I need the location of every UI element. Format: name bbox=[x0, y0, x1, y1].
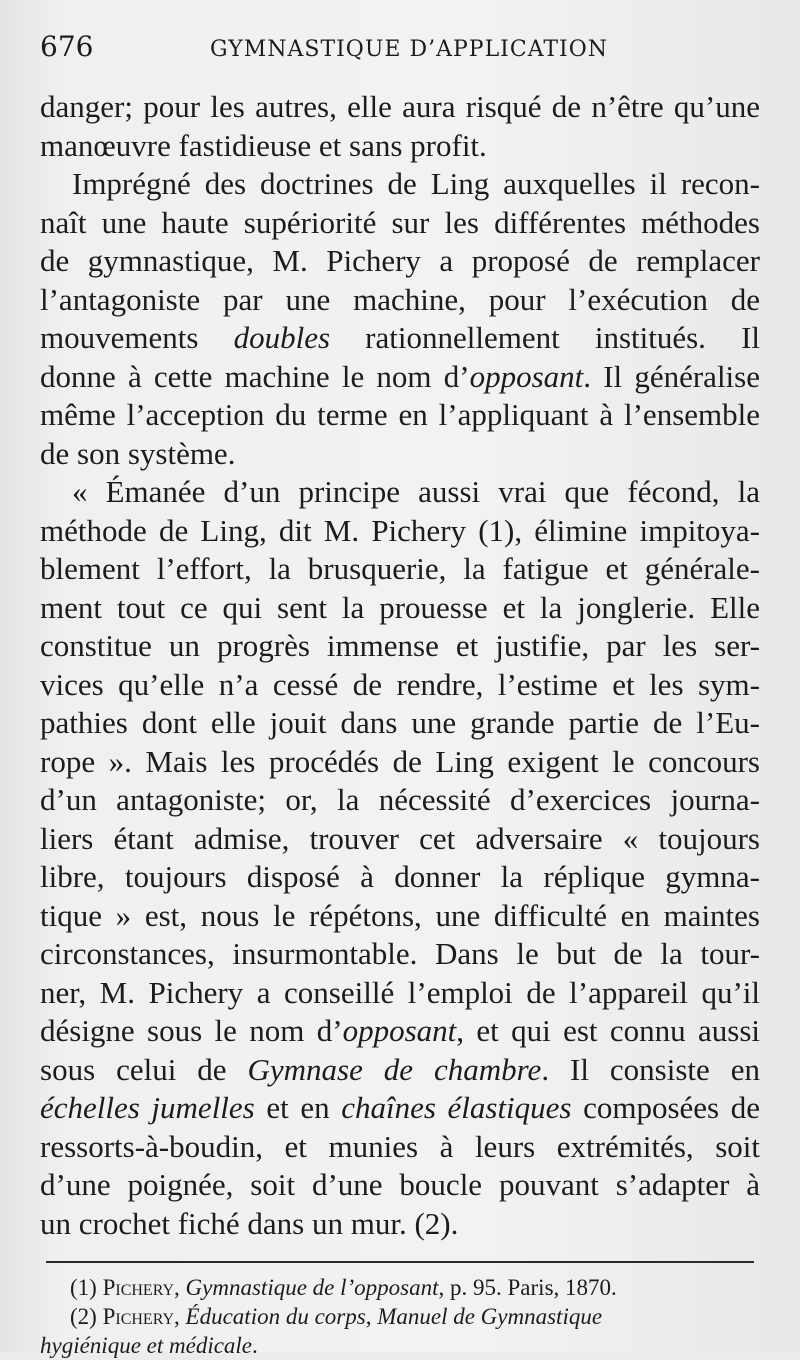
text-line-l5 bbox=[40, 242, 760, 281]
text-segment: , bbox=[174, 1275, 186, 1300]
author-name: Pichery bbox=[102, 1275, 175, 1300]
italic-text: Manuel de Gymnastique bbox=[377, 1304, 603, 1329]
text-line-l6 bbox=[40, 281, 760, 320]
italic-text: Gymnastique de l’opposant bbox=[185, 1275, 439, 1300]
text-line-l1 bbox=[40, 88, 760, 127]
italic-text: opposant bbox=[342, 1013, 457, 1048]
footnotes bbox=[40, 1273, 760, 1360]
text-segment: , bbox=[365, 1304, 378, 1329]
text-segment: sous celui de bbox=[40, 1051, 248, 1087]
text-segment: mouvements bbox=[40, 320, 234, 355]
body-text bbox=[40, 88, 760, 1243]
text-segment: . Il généralise bbox=[583, 358, 760, 394]
page-header bbox=[40, 30, 760, 82]
text-segment: , bbox=[174, 1304, 186, 1329]
italic-text: Éducation du corps bbox=[185, 1304, 366, 1329]
text-line-l17 bbox=[40, 704, 760, 743]
text-segment: vices qu’elle n’a cessé de rendre, l’estime et les sym- bbox=[40, 666, 760, 702]
footnote-fn2a bbox=[40, 1302, 760, 1331]
text-segment: donne à cette machine le nom d’ bbox=[40, 358, 470, 394]
text-line-l24 bbox=[40, 974, 760, 1013]
italic-text: chaînes élastiques bbox=[341, 1090, 572, 1125]
footnote-fn1 bbox=[40, 1273, 760, 1302]
italic-text: Gymnase de chambre bbox=[247, 1051, 542, 1087]
text-segment: « Émanée d’un principe aussi vrai que fécond, la bbox=[72, 474, 760, 509]
text-line-l27 bbox=[40, 1089, 760, 1128]
text-line-l23 bbox=[40, 935, 760, 974]
text-line-l7 bbox=[40, 319, 760, 358]
text-line-l19 bbox=[40, 781, 760, 820]
footnote-rule bbox=[46, 1261, 754, 1263]
text-line-l11 bbox=[40, 473, 760, 512]
italic-text: hygiénique et médicale bbox=[40, 1333, 253, 1358]
text-line-l4 bbox=[40, 204, 760, 243]
text-line-l10 bbox=[40, 435, 760, 474]
text-segment: même l’acception du terme en l’appliquant à l’ensemble bbox=[40, 397, 760, 432]
text-segment: ner, M. Pichery a conseillé l’emploi de l’appareil qu’il bbox=[40, 974, 760, 1010]
footnote-fn2b bbox=[40, 1331, 760, 1360]
text-line-l25 bbox=[40, 1012, 760, 1051]
text-segment: l’antagoniste par une machine, pour l’exécution de bbox=[40, 281, 760, 317]
text-segment: composées de bbox=[571, 1090, 760, 1125]
text-line-l21 bbox=[40, 858, 760, 897]
text-segment: ressorts-à-boudin, et munies à leurs extrémités, soit bbox=[40, 1128, 760, 1164]
text-segment: méthode de Ling, dit M. Pichery (1), élimine impitoya- bbox=[40, 512, 760, 548]
text-segment: et en bbox=[254, 1090, 342, 1125]
text-segment: libre, toujours disposé à donner la réplique gymna- bbox=[40, 859, 760, 894]
text-line-l30 bbox=[40, 1205, 760, 1244]
text-line-l15 bbox=[40, 627, 760, 666]
text-segment: rationnellement institués. Il bbox=[330, 320, 761, 355]
text-segment: désigne sous le nom d’ bbox=[40, 1013, 343, 1048]
text-line-l12 bbox=[40, 512, 760, 551]
text-line-l16 bbox=[40, 666, 760, 705]
text-segment: liers étant admise, trouver cet adversaire « toujours bbox=[40, 820, 760, 856]
text-segment: d’une poignée, soit d’une boucle pouvant s’adapter à bbox=[40, 1167, 760, 1202]
text-segment: ment tout ce qui sent la prouesse et la jonglerie. Elle bbox=[40, 589, 760, 625]
running-head: GYMNASTIQUE D’APPLICATION bbox=[210, 37, 609, 62]
text-segment: . bbox=[252, 1333, 258, 1358]
text-segment: manœuvre fastidieuse et sans profit. bbox=[40, 127, 487, 163]
text-segment: rope ». Mais les procédés de Ling exigent le concours bbox=[40, 743, 760, 779]
text-segment: , et qui est connu aussi bbox=[456, 1013, 760, 1048]
page-number: 676 bbox=[40, 30, 94, 63]
text-line-l20 bbox=[40, 820, 760, 859]
text-line-l9 bbox=[40, 396, 760, 435]
italic-text: échelles jumelles bbox=[40, 1090, 255, 1125]
text-line-l2 bbox=[40, 127, 760, 166]
text-segment: circonstances, insurmontable. Dans le but de la tour- bbox=[40, 936, 760, 971]
text-segment: blement l’effort, la brusquerie, la fatigue et générale- bbox=[40, 551, 760, 586]
text-line-l28 bbox=[40, 1128, 760, 1167]
author-name: Pichery bbox=[102, 1304, 175, 1329]
text-segment: pathies dont elle jouit dans une grande partie de l’Eu- bbox=[40, 705, 760, 740]
italic-text: opposant bbox=[469, 358, 584, 394]
italic-text: doubles bbox=[233, 320, 331, 355]
text-line-l13 bbox=[40, 550, 760, 589]
text-line-l3 bbox=[40, 165, 760, 204]
text-segment: de gymnastique, M. Pichery a proposé de remplacer bbox=[40, 243, 760, 278]
text-segment: , p. 95. Paris, 1870. bbox=[438, 1275, 617, 1300]
text-line-l29 bbox=[40, 1166, 760, 1205]
text-line-l18 bbox=[40, 743, 760, 782]
text-segment: d’un antagoniste; or, la nécessité d’exercices journa- bbox=[40, 782, 760, 817]
text-segment: naît une haute supériorité sur les différentes méthodes bbox=[40, 204, 760, 240]
text-segment: un crochet fiché dans un mur. (2). bbox=[40, 1205, 459, 1241]
text-segment: constitue un progrès immense et justifie, par les ser- bbox=[40, 628, 760, 663]
text-segment: . Il consiste en bbox=[541, 1051, 760, 1087]
text-line-l26 bbox=[40, 1051, 760, 1090]
text-line-l14 bbox=[40, 589, 760, 628]
text-segment: tique » est, nous le répétons, une difficulté en maintes bbox=[40, 897, 760, 933]
text-segment: (2) bbox=[70, 1304, 103, 1329]
text-segment: danger; pour les autres, elle aura risqué de n’être qu’une bbox=[40, 89, 760, 124]
text-line-l22 bbox=[40, 897, 760, 936]
text-segment: (1) bbox=[70, 1275, 103, 1300]
text-line-l8 bbox=[40, 358, 760, 397]
text-segment: de son système. bbox=[40, 435, 236, 471]
text-segment: Imprégné des doctrines de Ling auxquelles il recon- bbox=[72, 166, 760, 201]
